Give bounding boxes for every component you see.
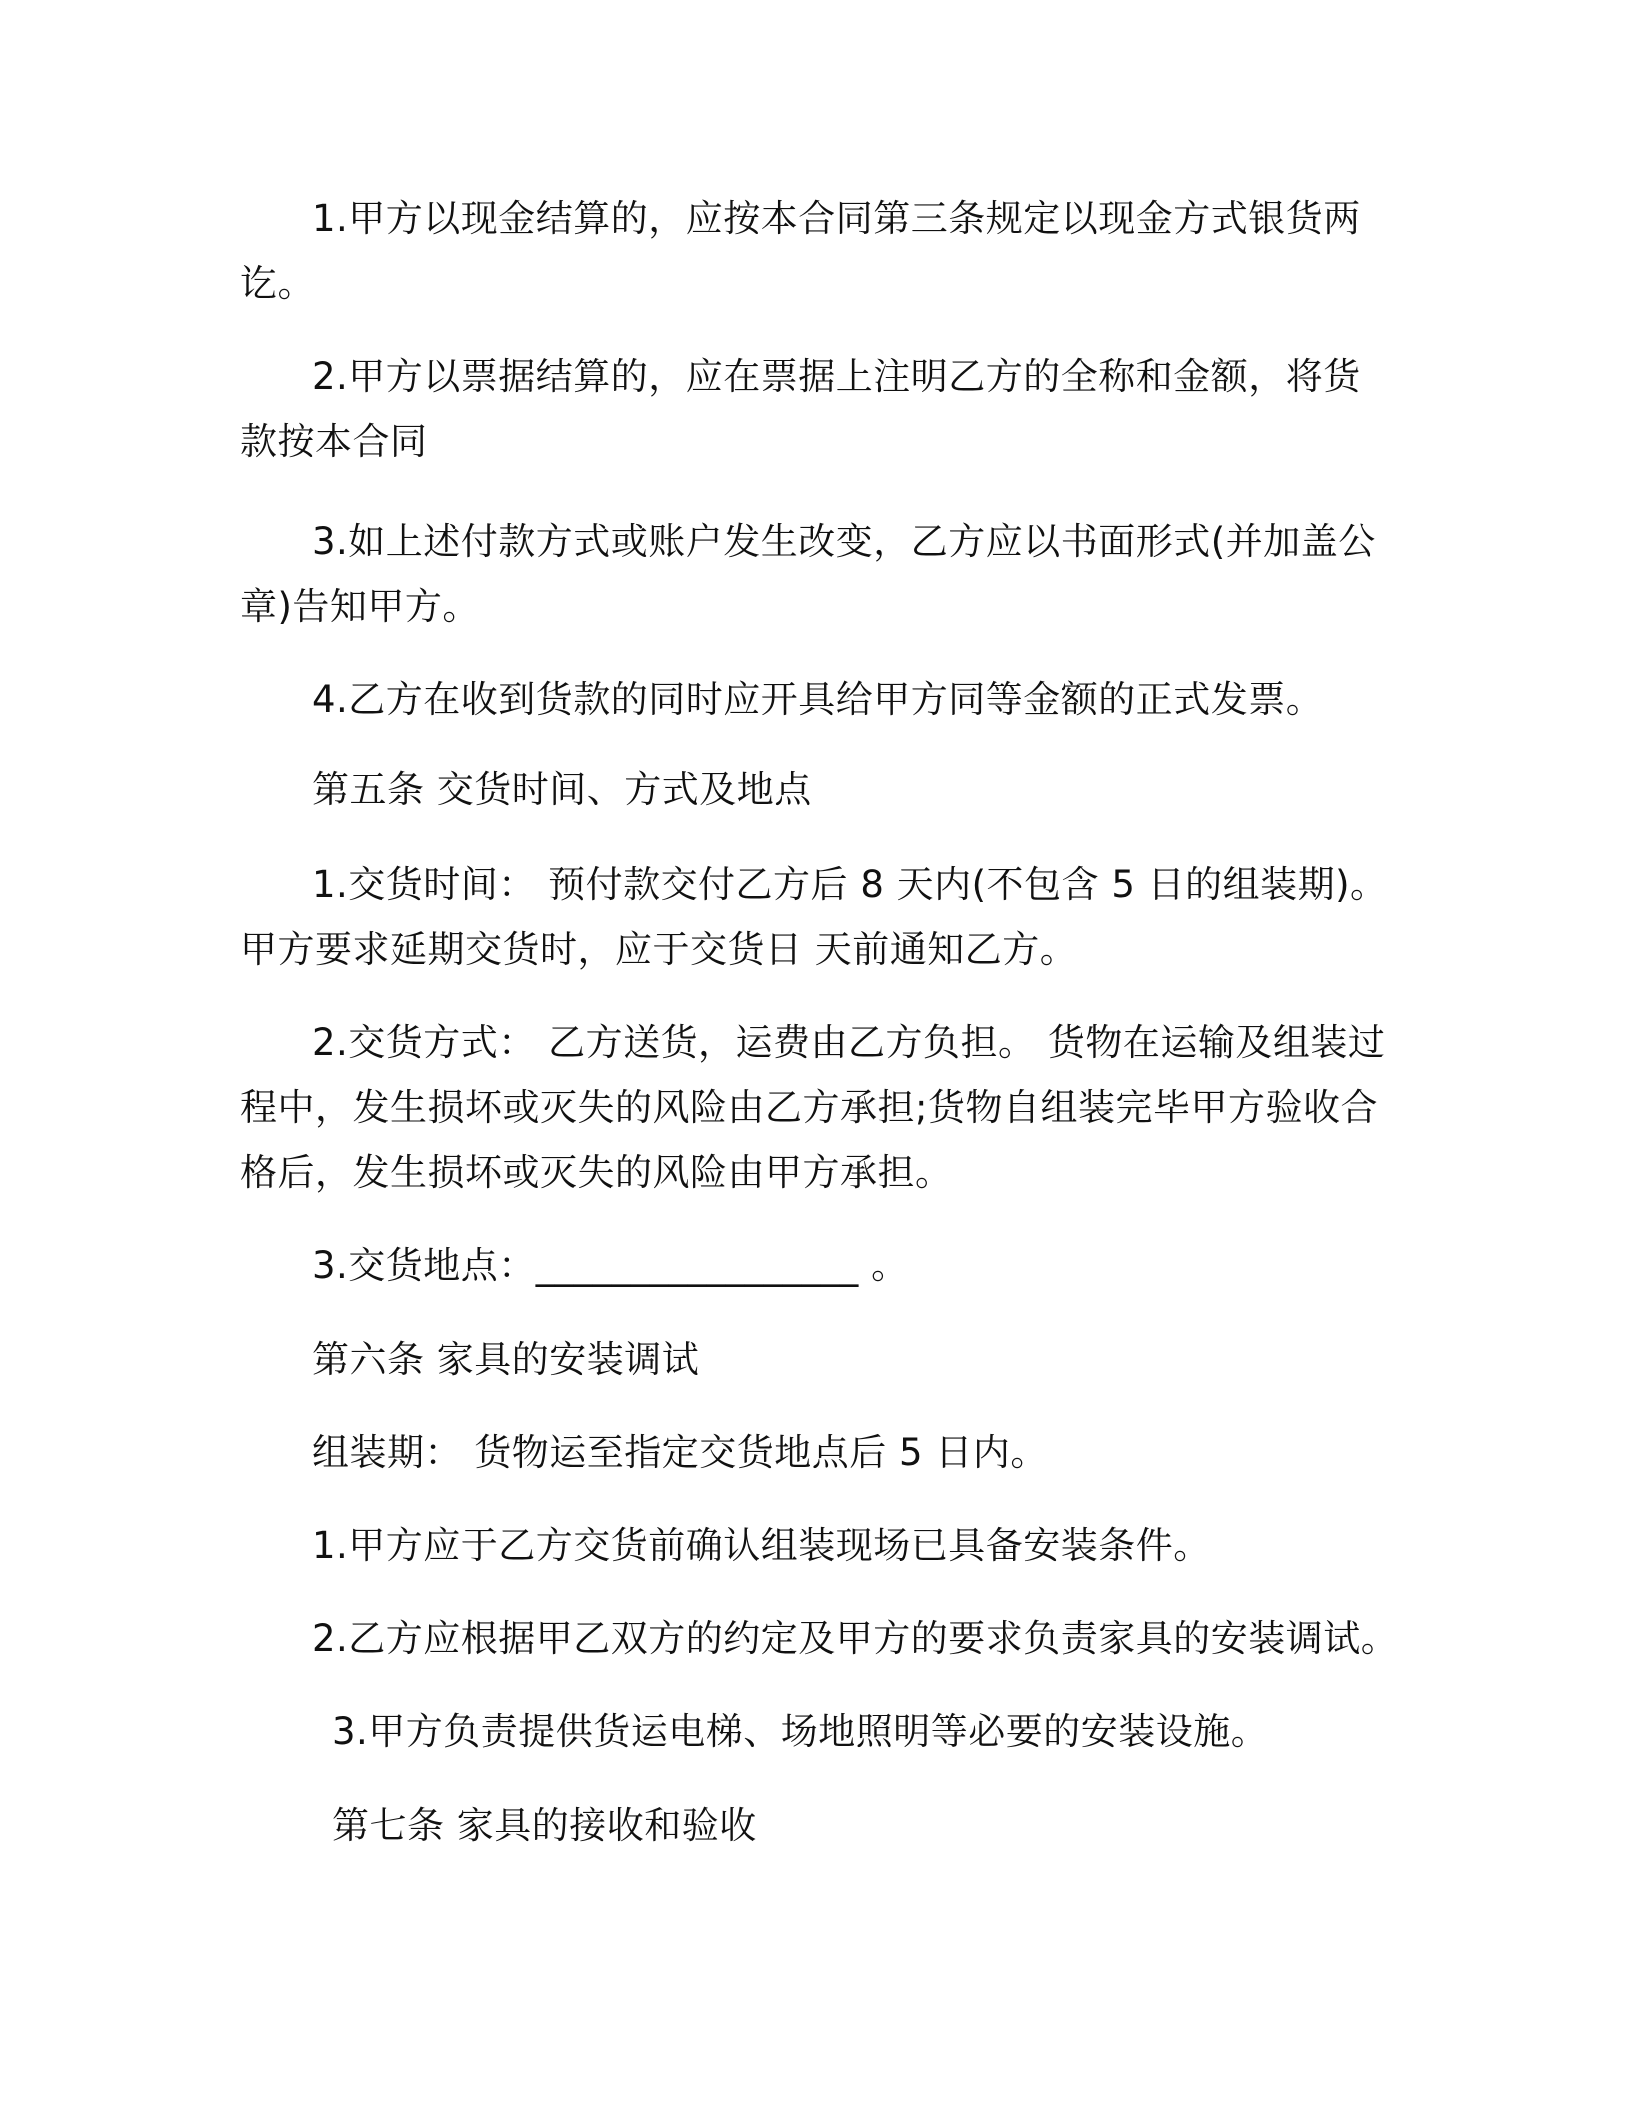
text-line: 讫。 — [240, 262, 315, 305]
text-line: 3.交货地点：_________________ 。 — [312, 1244, 909, 1287]
text-line: 1.甲方应于乙方交货前确认组装现场已具备安装条件。 — [312, 1524, 1211, 1567]
section-heading: 第五条 交货时间、方式及地点 — [312, 768, 812, 811]
section-heading: 第七条 家具的接收和验收 — [332, 1804, 757, 1847]
text-line: 甲方要求延期交货时，应于交货日 天前通知乙方。 — [240, 928, 1078, 971]
text-line: 组装期： 货物运至指定交货地点后 5 日内。 — [312, 1431, 1048, 1474]
text-line: 章)告知甲方。 — [240, 585, 480, 628]
text-line: 3.甲方负责提供货运电梯、场地照明等必要的安装设施。 — [332, 1710, 1269, 1753]
text-line: 1.甲方以现金结算的，应按本合同第三条规定以现金方式银货两 — [312, 197, 1361, 240]
text-line: 2.甲方以票据结算的，应在票据上注明乙方的全称和金额，将货 — [312, 355, 1361, 398]
text-line: 3.如上述付款方式或账户发生改变，乙方应以书面形式(并加盖公 — [312, 520, 1376, 563]
text-line: 款按本合同 — [240, 420, 428, 463]
section-heading: 第六条 家具的安装调试 — [312, 1338, 700, 1381]
text-line: 程中，发生损坏或灭失的风险由乙方承担;货物自组装完毕甲方验收合 — [240, 1086, 1378, 1129]
text-line: 1.交货时间： 预付款交付乙方后 8 天内(不包含 5 日的组装期)。 — [312, 863, 1388, 906]
text-line: 格后，发生损坏或灭失的风险由甲方承担。 — [240, 1151, 953, 1194]
text-line: 2.乙方应根据甲乙双方的约定及甲方的要求负责家具的安装调试。 — [312, 1617, 1399, 1660]
text-line: 2.交货方式： 乙方送货，运费由乙方负担。 货物在运输及组装过 — [312, 1021, 1386, 1064]
text-line: 4.乙方在收到货款的同时应开具给甲方同等金额的正式发票。 — [312, 678, 1324, 721]
